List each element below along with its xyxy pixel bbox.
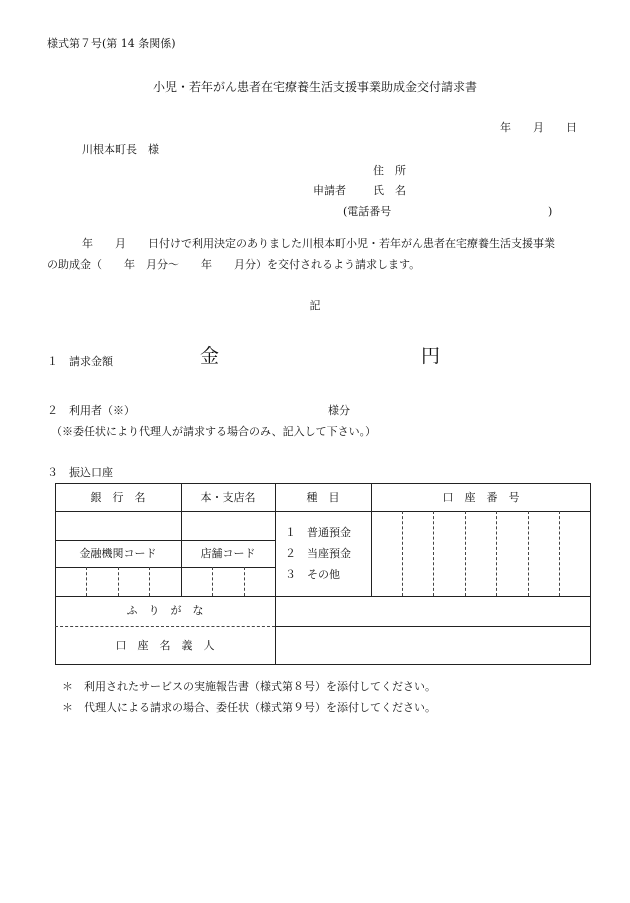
claim-amount-label: １ 請求金額	[47, 355, 113, 368]
user-note: （※委任状により代理人が請求する場合のみ、記入して下さい。）	[51, 425, 377, 438]
type-option-ordinary[interactable]: １ 普通預金	[285, 526, 351, 539]
account-holder-field[interactable]	[276, 627, 589, 663]
branch-code-label: 店舗コード	[200, 547, 256, 560]
phone-close: )	[548, 205, 553, 218]
branch-name-field[interactable]	[182, 512, 274, 539]
account-holder-label: 口 座 名 義 人	[115, 639, 215, 652]
furigana-field[interactable]	[276, 597, 589, 625]
header-branch-name: 本・支店名	[200, 491, 256, 504]
phone-label: (電話番号	[343, 205, 392, 218]
user-suffix: 様分	[328, 404, 350, 417]
body-line-2: の助成金（ 年 月分～ 年 月分）を交付されるよう請求します。	[47, 258, 421, 271]
body-line-1: 年 月 日付けで利用決定のありました川根本町小児・若年がん患者在宅療養生活支援事業	[82, 237, 555, 250]
kin-char: 金	[200, 345, 220, 367]
form-number: 様式第７号(第 14 条関係)	[47, 37, 176, 50]
bank-code-label: 金融機関コード	[79, 547, 157, 560]
note-2: ＊ 代理人による請求の場合、委任状（様式第９号）を添付してください。	[62, 701, 436, 714]
en-char: 円	[421, 345, 441, 367]
bank-account-label: ３ 振込口座	[47, 466, 113, 479]
header-account-type: 種 目	[306, 491, 340, 504]
ki-heading: 記	[309, 299, 321, 312]
header-account-number: 口 座 番 号	[442, 491, 520, 504]
note-1: ＊ 利用されたサービスの実施報告書（様式第８号）を添付してください。	[62, 680, 436, 693]
address-label: 住 所	[373, 164, 406, 177]
bank-account-table	[55, 483, 591, 665]
date-line: 年 月 日	[500, 121, 577, 134]
applicant-label: 申請者	[313, 184, 346, 197]
bank-name-field[interactable]	[56, 512, 180, 539]
name-label: 氏 名	[373, 184, 406, 197]
type-option-current[interactable]: ２ 当座預金	[285, 547, 351, 560]
type-option-other[interactable]: ３ その他	[285, 568, 340, 581]
page-title: 小児・若年がん患者在宅療養生活支援事業助成金交付請求書	[152, 80, 477, 94]
user-label: ２ 利用者（※）	[47, 404, 135, 417]
furigana-label: ふ り が な	[126, 604, 204, 617]
addressee: 川根本町長 様	[82, 143, 159, 156]
header-bank-name: 銀 行 名	[90, 491, 146, 504]
